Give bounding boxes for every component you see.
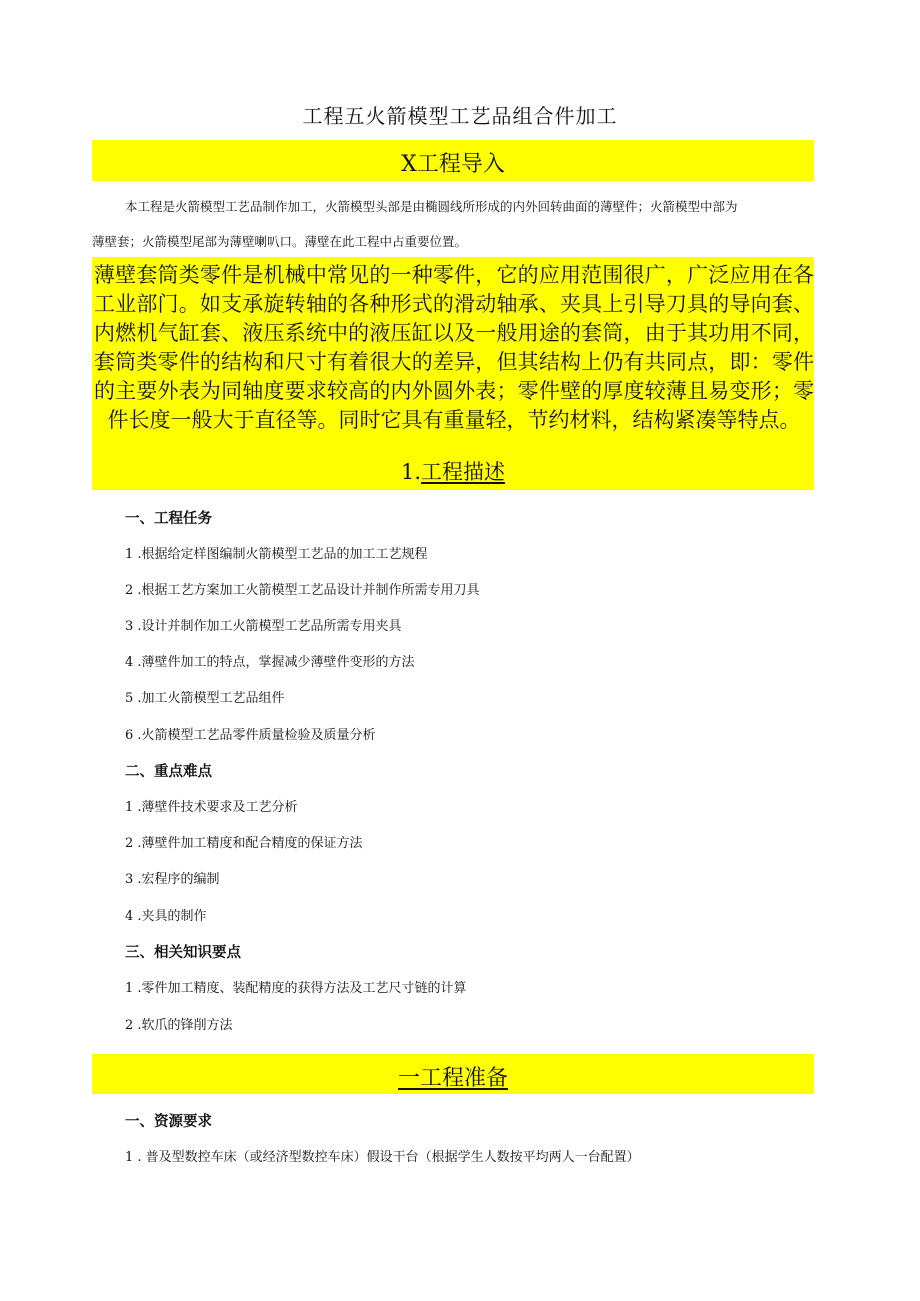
task-item: 2 .根据工艺方案加工火箭模型工艺品设计并制作所需专用刀具 <box>125 583 480 598</box>
task-item: 3 .设计并制作加工火箭模型工艺品所需专用夹具 <box>125 619 402 634</box>
resources-heading: 一、资源要求 <box>125 1114 212 1130</box>
task-item: 6 .火箭模型工艺品零件质量检验及质量分析 <box>125 728 376 743</box>
section-intro-heading: X工程导入 <box>401 152 505 177</box>
project-description-number: 1. <box>400 460 422 484</box>
document-title: 工程五火箭模型工艺品组合件加工 <box>302 104 618 128</box>
knowledge-heading: 三、相关知识要点 <box>125 945 241 961</box>
resource-item: 1 . 普及型数控车床（或经济型数控车床）假设干台（根据学生人数按平均两人一台配置） <box>125 1150 640 1165</box>
intro-paragraph-line-2: 薄壁套；火箭模型尾部为薄壁喇叭口。薄壁在此工程中占重要位置。 <box>92 234 468 249</box>
intro-paragraph-line-1: 本工程是火箭模型工艺品制作加工，火箭模型头部是由椭圆线所形成的内外回转曲面的薄壁件；火箭模型中部为 <box>125 199 738 214</box>
highlight-paragraph-band <box>92 257 814 490</box>
key-point-item: 1 .薄壁件技术要求及工艺分析 <box>125 800 298 815</box>
knowledge-item: 1 .零件加工精度、装配精度的获得方法及工艺尺寸链的计算 <box>125 981 467 996</box>
task-item: 4 .薄壁件加工的特点，掌握减少薄壁件变形的方法 <box>125 655 415 670</box>
section-prep-title: 一工程准备 <box>397 1066 508 1091</box>
knowledge-item: 2 .软爪的锋削方法 <box>125 1018 233 1033</box>
key-point-item: 4 .夹具的制作 <box>125 909 207 924</box>
highlight-paragraph: 薄壁套筒类零件是机械中常见的一种零件，它的应用范围很广，广泛应用在各工业部门。如支承旋转轴的各种形式的滑动轴承、夹具上引导刀具的导向套、内燃机气缸套、液压系统中的液压缸以及一般用途的套筒，由于其功用不同，套筒类零件的结构和尺寸有着很大的差异，但其结构上仍有共同点，即：零件的主要外表为同轴度要求较高的内外圆外表；零件壁的厚度较薄且易变形；零件长度一般大于直径等。同时它具有重量轻，节约材料，结构紧凑等特点。 <box>94 263 814 432</box>
section-intro-band <box>92 140 814 181</box>
key-point-item: 2 .薄壁件加工精度和配合精度的保证方法 <box>125 836 363 851</box>
key-points-heading: 二、重点难点 <box>125 764 212 780</box>
section-prep-heading <box>92 1061 814 1092</box>
tasks-heading: 一、工程任务 <box>125 511 212 527</box>
task-item: 5 .加工火箭模型工艺品组件 <box>125 691 285 706</box>
section-prep-band <box>92 1054 814 1094</box>
project-description-title: 工程描述 <box>421 460 506 484</box>
project-description-heading <box>92 458 814 486</box>
task-item: 1 .根据给定样图编制火箭模型工艺品的加工工艺规程 <box>125 547 428 562</box>
key-point-item: 3 .宏程序的编制 <box>125 872 220 887</box>
